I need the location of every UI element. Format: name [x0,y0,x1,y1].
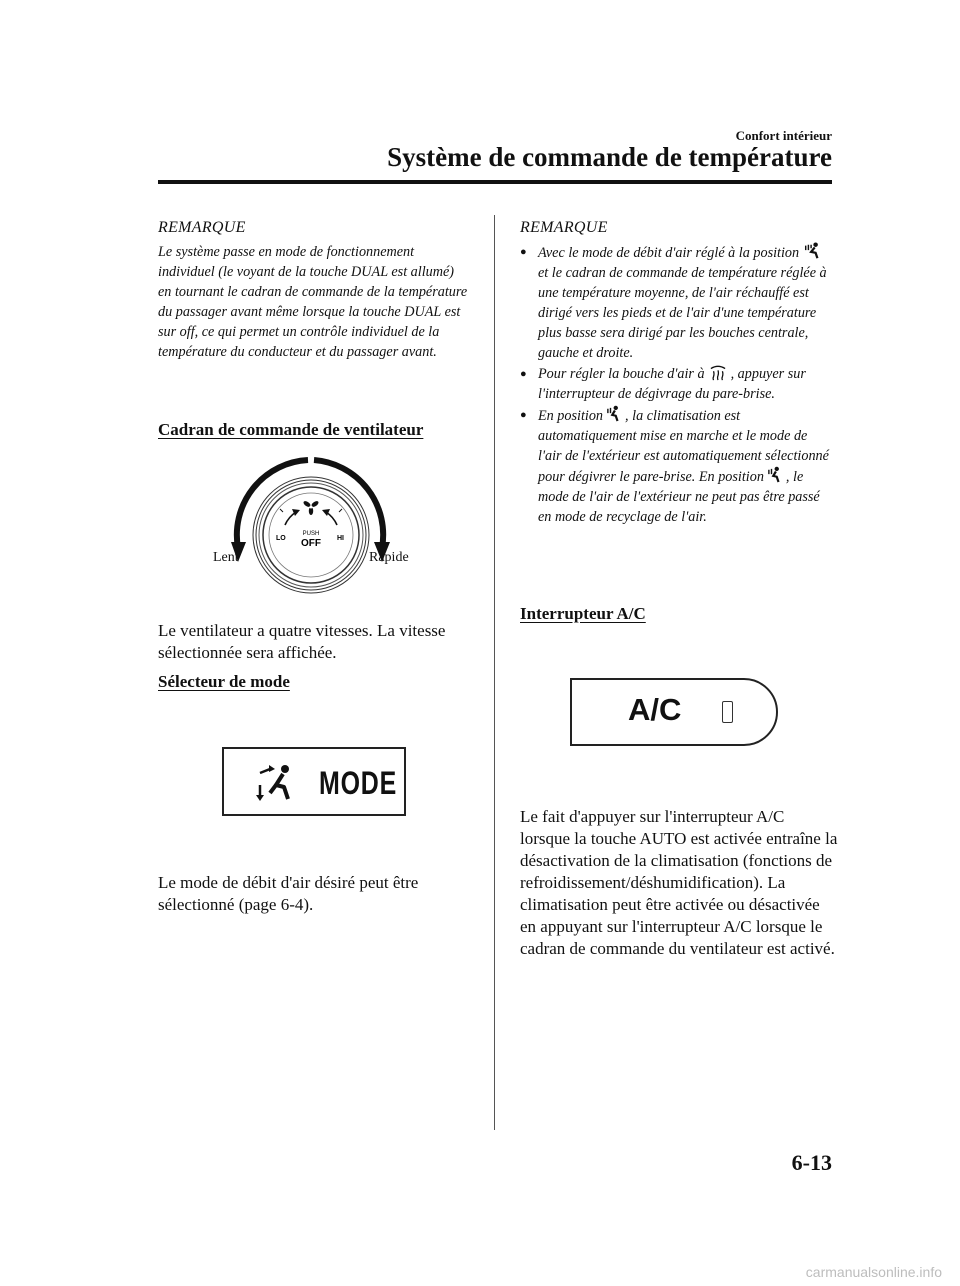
note-bullet-1: ● Avec le mode de débit d'air réglé à la positionet le cadran de commande de température réglée à une température moyenne, de l'air réchauffé est dirigé vers les pieds et de l'air d'une température plus basse sera dirigé par les bouches centrale, gauche et droite. [518,242,834,363]
note-bullet-2: ● Pour régler la bouche d'air à , appuyer sur l'interrupteur de dégivrage du pare-brise. [520,366,806,402]
ac-description: Le fait d'appuyer sur l'interrupteur A/C lorsque la touche AUTO est activée entraîne la désactivation de la climatisation (fonctions de refroidissement/déshumidification). La climatisation peut être activée ou désactivée en appuyant sur l'interrupteur A/C lorsque le cadran de commande du ventilateur est activé. [520,807,838,958]
dial-slow-label: Lent [213,550,239,565]
bullet-dot: ● [520,368,527,380]
note-title-left: REMARQUE [158,219,246,236]
note-text-left: Le système passe en mode de fonctionnement individuel (le voyant de la touche DUAL est allumé) en tournant le cadran de commande de la température du passager avant même lorsque la touche DUAL est sur off, ce qui permet un contrôle individuel de la température du conducteur et du passager avant. [158,244,468,360]
indicator-light-icon [722,701,733,723]
note-bullet-3: ● En position , la climatisation est automatiquement mise en marche et le mode de l'air de l'extérieur est automatiquement sélectionné pour dégivrer le pare-brise. En position , le mode de l'air de l'extérieur ne peut pas être passé en mode de recyclage de l'air. [518,405,834,527]
title-rule [158,180,832,184]
column-divider [494,215,495,1130]
page-title: Système de commande de température [387,142,832,172]
ac-switch-heading: Interrupteur A/C [520,604,646,623]
floor-defrost-icon [768,466,782,484]
fan-dial-illustration [196,450,426,620]
bullet-dot: ● [520,409,527,421]
ac-button-illustration [570,678,778,746]
note-title-right: REMARQUE [520,219,608,236]
dial-off-label: OFF [301,538,321,549]
floor-defrost-icon [607,405,621,423]
mode-button-illustration [222,747,406,816]
fan-description: Le ventilateur a quatre vitesses. La vitesse sélectionnée sera affichée. [158,621,446,662]
floor-defrost-icon [803,242,821,260]
mode-description: Le mode de débit d'air désiré peut être sélectionné (page 6-4). [158,873,419,914]
dial-push-label: PUSH [302,531,320,537]
watermark: carmanualsonline.info [805,1264,942,1280]
ac-button-label: A/C [628,692,682,727]
section-label: Confort intérieur [735,128,832,143]
bullet-dot: ● [520,246,527,258]
fan-dial-heading: Cadran de commande de ventilateur [158,420,424,439]
mode-selector-heading: Sélecteur de mode [158,672,290,691]
mode-button-label: MODE [319,765,397,801]
page-number: 6-13 [791,1150,832,1175]
dial-fast-label: Rapide [369,550,409,565]
dial-hi-label: HI [337,535,344,542]
airflow-mode-icon [256,763,296,803]
note-bullet-list [518,242,834,528]
dial-lo-label: LO [276,535,286,542]
defroster-icon [709,365,727,381]
